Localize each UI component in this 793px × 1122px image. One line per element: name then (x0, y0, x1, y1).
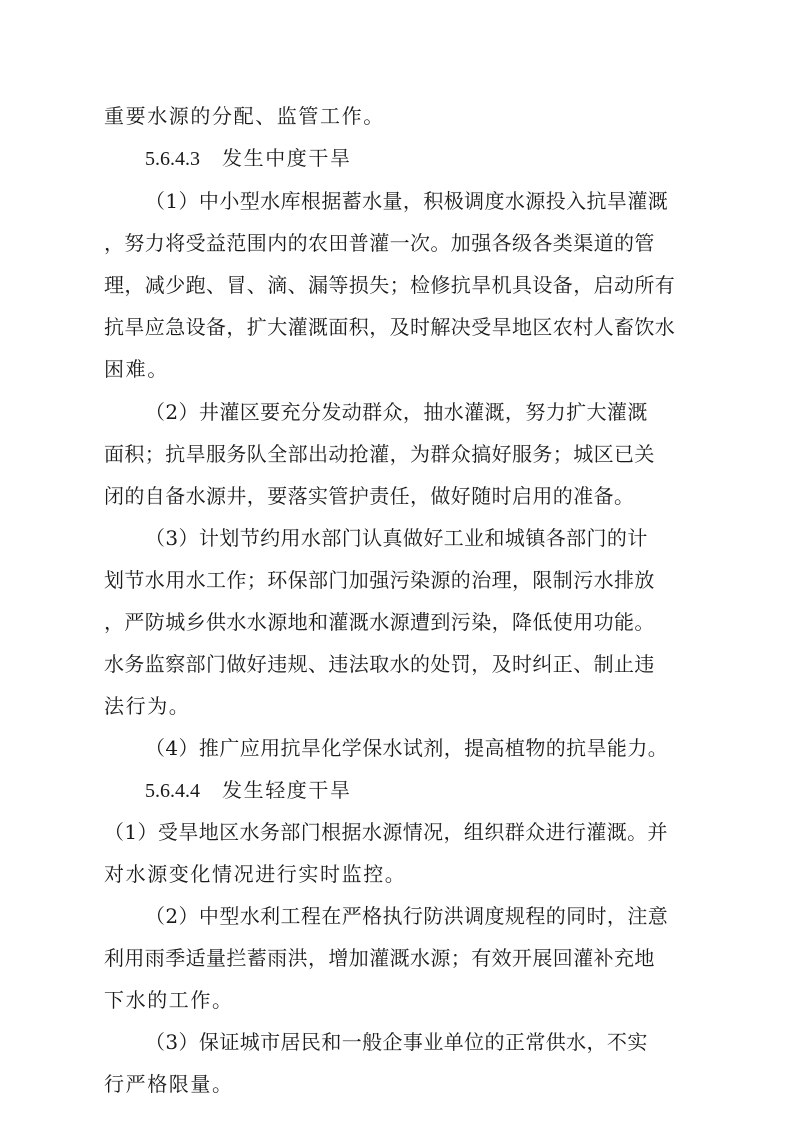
paragraph-line: 行严格限量。 (104, 1072, 234, 1096)
section-number: 5.6.4.3 (145, 148, 200, 170)
paragraph-line: 水务监察部门做好违规、违法取水的处罚，及时纠正、制止违 (104, 652, 655, 676)
paragraph-line: （4）推广应用抗旱化学保水试剂，提高植物的抗旱能力。 (145, 736, 669, 760)
paragraph-line: 利用雨季适量拦蓄雨洪，增加灌溉水源；有效开展回灌补充地 (104, 946, 655, 970)
section-title: 发生中度干旱 (222, 146, 352, 170)
paragraph-line: （1）受旱地区水务部门根据水源情况，组织群众进行灌溉。并 (104, 820, 668, 844)
paragraph-line: 划节水用水工作；环保部门加强污染源的治理，限制污水排放 (104, 568, 655, 592)
paragraph-line: 法行为。 (104, 694, 191, 718)
paragraph-line: 困难。 (104, 357, 169, 381)
paragraph-line: 理，减少跑、冒、滴、漏等损失；检修抗旱机具设备，启动所有 (104, 273, 676, 297)
paragraph-line: （3）保证城市居民和一般企事业单位的正常供水，不实 (145, 1030, 648, 1054)
paragraph-line: （2）井灌区要充分发动群众，抽水灌溉，努力扩大灌溉 (145, 400, 648, 424)
paragraph-line: 对水源变化情况进行实时监控。 (104, 862, 407, 886)
paragraph-line: （1）中小型水库根据蓄水量，积极调度水源投入抗旱灌溉 (145, 189, 669, 213)
paragraph-line: 抗旱应急设备，扩大灌溉面积，及时解决受旱地区农村人畜饮水 (104, 315, 676, 339)
paragraph-line: 重要水源的分配、监管工作。 (104, 104, 385, 128)
paragraph-line: 下水的工作。 (104, 988, 234, 1012)
section-heading-5-6-4-3 (145, 146, 352, 171)
section-title: 发生轻度干旱 (222, 778, 352, 802)
section-number: 5.6.4.4 (145, 780, 200, 802)
paragraph-line: ，严防城乡供水水源地和灌溉水源遭到污染，降低使用功能。 (104, 610, 655, 634)
paragraph-line: （3）计划节约用水部门认真做好工业和城镇各部门的计 (145, 526, 648, 550)
paragraph-line: 面积；抗旱服务队全部出动抢灌，为群众搞好服务；城区已关 (104, 442, 655, 466)
paragraph-line: ，努力将受益范围内的农田普灌一次。加强各级各类渠道的管 (104, 231, 655, 255)
section-heading-5-6-4-4 (145, 778, 352, 803)
paragraph-line: 闭的自备水源井，要落实管护责任，做好随时启用的准备。 (104, 484, 635, 508)
paragraph-line: （2）中型水利工程在严格执行防洪调度规程的同时，注意 (145, 904, 669, 928)
